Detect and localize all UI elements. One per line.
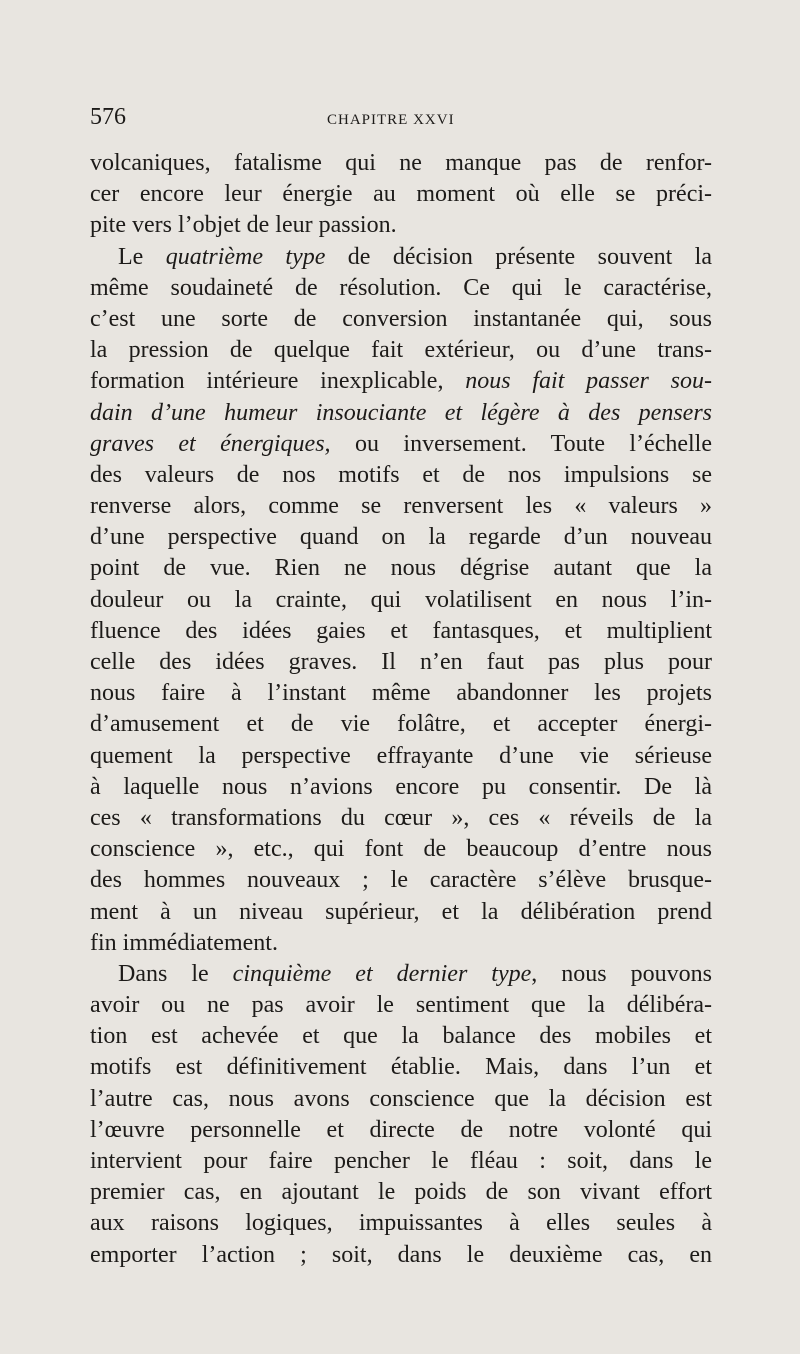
text-line: ces « transformations du cœur », ces « réveils de la [90,804,712,831]
text-line: fin immédiatement. [90,929,278,956]
text-line: fluence des idées gaies et fantasques, et multiplient [90,617,712,644]
text-segment: de décision présente souvent la [325,243,712,270]
text-line: l’œuvre personnelle et directe de notre volonté qui [90,1116,712,1143]
italic-segment: cinquième et dernier type [232,960,532,987]
body-text [90,148,712,1271]
text-segment: formation intérieure inexplicable, [90,368,466,395]
text-line [90,242,712,273]
text-segment: Dans le [118,960,233,987]
text-line: à laquelle nous n’avions encore pu consentir. De là [90,773,712,800]
running-head: CHAPITRE XXVI [327,112,455,128]
text-line [90,959,712,990]
text-line: douleur ou la crainte, qui volatilisent en nous l’in- [90,586,712,613]
text-line [90,429,712,460]
text-line: motifs est définitivement établie. Mais, dans l’un et [90,1054,712,1081]
text-line: premier cas, en ajoutant le poids de son vivant effort [90,1179,712,1206]
text-line: même soudaineté de résolution. Ce qui le caractérise, [90,274,712,301]
text-line: des hommes nouveaux ; le caractère s’élève brusque- [90,867,712,894]
italic-segment: nous fait passer sou- [465,368,712,395]
text-line: nous faire à l’instant même abandonner les projets [90,680,712,707]
text-line: la pression de quelque fait extérieur, ou d’une trans- [90,337,712,364]
text-segment: ou inversement. Toute l’échelle [330,430,712,457]
italic-segment: quatrième type [165,243,326,270]
text-segment: , nous pouvons [531,960,712,987]
text-line: aux raisons logiques, impuissantes à elles seules à [90,1210,712,1237]
text-line: quement la perspective effrayante d’une vie sérieuse [90,742,712,769]
text-line: c’est une sorte de conversion instantanée qui, sous [90,305,712,332]
page-number: 576 [90,104,126,130]
text-line [90,398,712,429]
text-line: pite vers l’objet de leur passion. [90,212,397,239]
text-line: emporter l’action ; soit, dans le deuxième cas, en [90,1241,712,1268]
italic-segment: dain d’une humeur insouciante et légère à des pensers [90,399,712,426]
text-line: celle des idées graves. Il n’en faut pas plus pour [90,649,712,675]
page-header [90,104,712,134]
text-line: point de vue. Rien ne nous dégrise autant que la [90,555,712,582]
text-line: cer encore leur énergie au moment où elle se préci- [90,181,712,208]
text-line: tion est achevée et que la balance des mobiles et [90,1023,712,1050]
text-line: d’amusement et de vie folâtre, et accepter énergi- [90,711,712,738]
italic-segment: graves et énergiques, [90,430,331,457]
text-line: volcaniques, fatalisme qui ne manque pas de renfor- [90,150,712,176]
text-segment: Le [118,243,166,270]
text-line: ment à un niveau supérieur, et la délibération prend [90,898,712,925]
text-line: intervient pour faire pencher le fléau : soit, dans le [90,1148,712,1174]
text-line: l’autre cas, nous avons conscience que la décision est [90,1085,712,1112]
text-line: d’une perspective quand on la regarde d’un nouveau [90,524,712,551]
text-line: avoir ou ne pas avoir le sentiment que la délibéra- [90,992,712,1019]
text-line: conscience », etc., qui font de beaucoup d’entre nous [90,836,712,863]
text-line: renverse alors, comme se renversent les « valeurs » [90,493,712,520]
text-line [90,366,712,397]
text-line: des valeurs de nos motifs et de nos impulsions se [90,461,712,488]
